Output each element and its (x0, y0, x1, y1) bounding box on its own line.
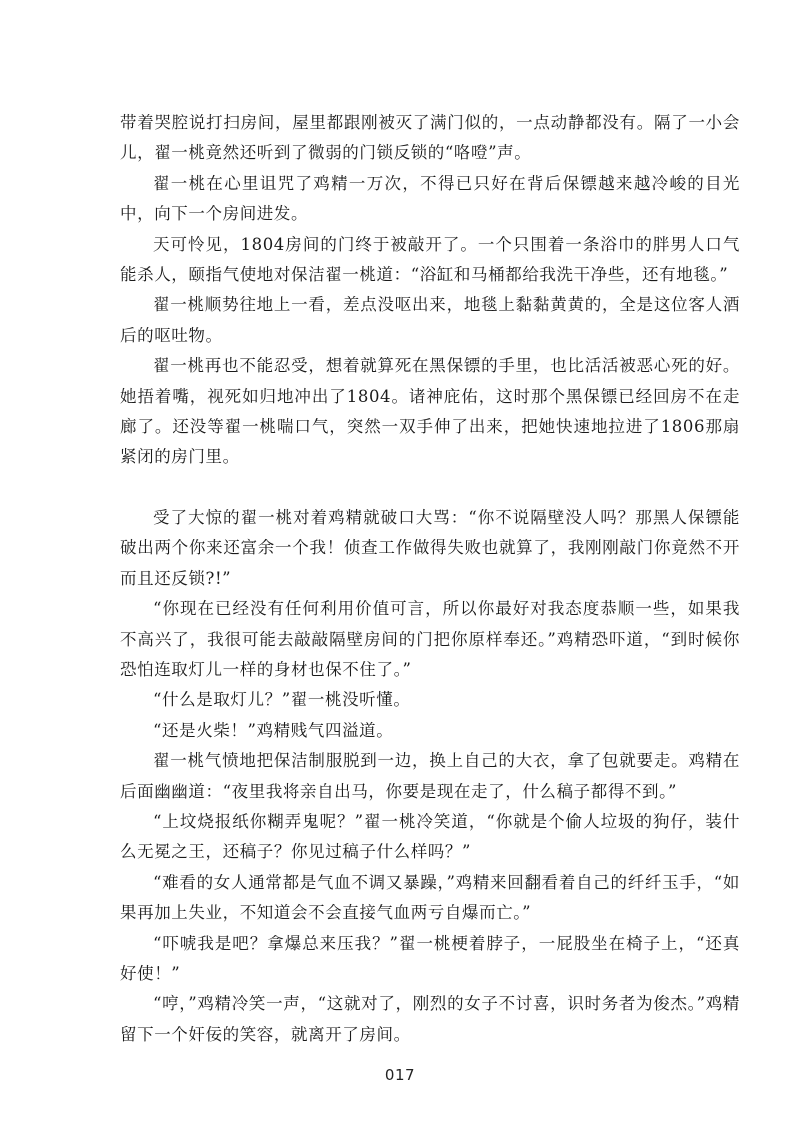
text-section-1 (120, 108, 740, 473)
paragraph: “难看的女人通常都是气血不调又暴躁，”鸡精来回翻看着自己的纤纤玉手，“如果再加上失业，不知道会不会直接气血两亏自爆而亡。” (120, 872, 740, 923)
section-break (120, 473, 740, 503)
paragraph: “上坟烧报纸你糊弄鬼呢？”翟一桃冷笑道，“你就是个偷人垃圾的狗仔，装什么无冕之王，还稿子？你见过稿子什么样吗？” (120, 811, 740, 862)
paragraph: “你现在已经没有任何利用价值可言，所以你最好对我态度恭顺一些，如果我不高兴了，我很可能去敲敲隔壁房间的门把你原样奉还。”鸡精恐吓道，“到时候你恐怕连取灯儿一样的身材也保不住了。” (120, 599, 740, 679)
paragraph: 翟一桃在心里诅咒了鸡精一万次，不得已只好在背后保镖越来越冷峻的目光中，向下一个房间进发。 (120, 173, 740, 224)
paragraph: 翟一桃顺势往地上一看，差点没呕出来，地毯上黏黏黄黄的，全是这位客人酒后的呕吐物。 (120, 295, 740, 345)
paragraph: 天可怜见，1804房间的门终于被敲开了。一个只围着一条浴巾的胖男人口气能杀人，颐指气使地对保洁翟一桃道：“浴缸和马桶都给我洗干净些，还有地毯。” (120, 234, 740, 285)
paragraph: “哼，”鸡精冷笑一声，“这就对了，刚烈的女子不讨喜，识时务者为俊杰。”鸡精留下一个奸佞的笑容，就离开了房间。 (120, 994, 740, 1044)
paragraph: 翟一桃气愤地把保洁制服脱到一边，换上自己的大衣，拿了包就要走。鸡精在后面幽幽道：“夜里我将亲自出马，你要是现在走了，什么稿子都得不到。” (120, 751, 740, 801)
paragraph: “什么是取灯儿？”翟一桃没听懂。 (153, 690, 411, 710)
paragraph: 翟一桃再也不能忍受，想着就算死在黑保镖的手里，也比活活被恶心死的好。她捂着嘴，视死如归地冲出了1804。诸神庇佑，这时那个黑保镖已经回房不在走廊了。还没等翟一桃喘口气，突然一双手伸了出来，把她快速地拉进了1806那扇紧闭的房门里。 (120, 356, 740, 467)
paragraph: “吓唬我是吧？拿爆总来压我？”翟一桃梗着脖子，一屁股坐在椅子上，“还真好使！” (120, 933, 740, 983)
paragraph: 带着哭腔说打扫房间，屋里都跟刚被灭了满门似的，一点动静都没有。隔了一小会儿，翟一桃竟然还听到了微弱的门锁反锁的“咯噔”声。 (120, 113, 740, 163)
page-number: 017 (384, 1066, 416, 1084)
paragraph: 受了大惊的翟一桃对着鸡精就破口大骂：“你不说隔壁没人吗？那黑人保镖能破出两个你来还富余一个我！侦查工作做得失败也就算了，我刚刚敲门你竟然不开而且还反锁?!” (120, 507, 740, 588)
text-section-2 (120, 503, 740, 1050)
book-page-body (120, 108, 740, 1050)
paragraph: “还是火柴！”鸡精贱气四溢道。 (153, 720, 394, 740)
